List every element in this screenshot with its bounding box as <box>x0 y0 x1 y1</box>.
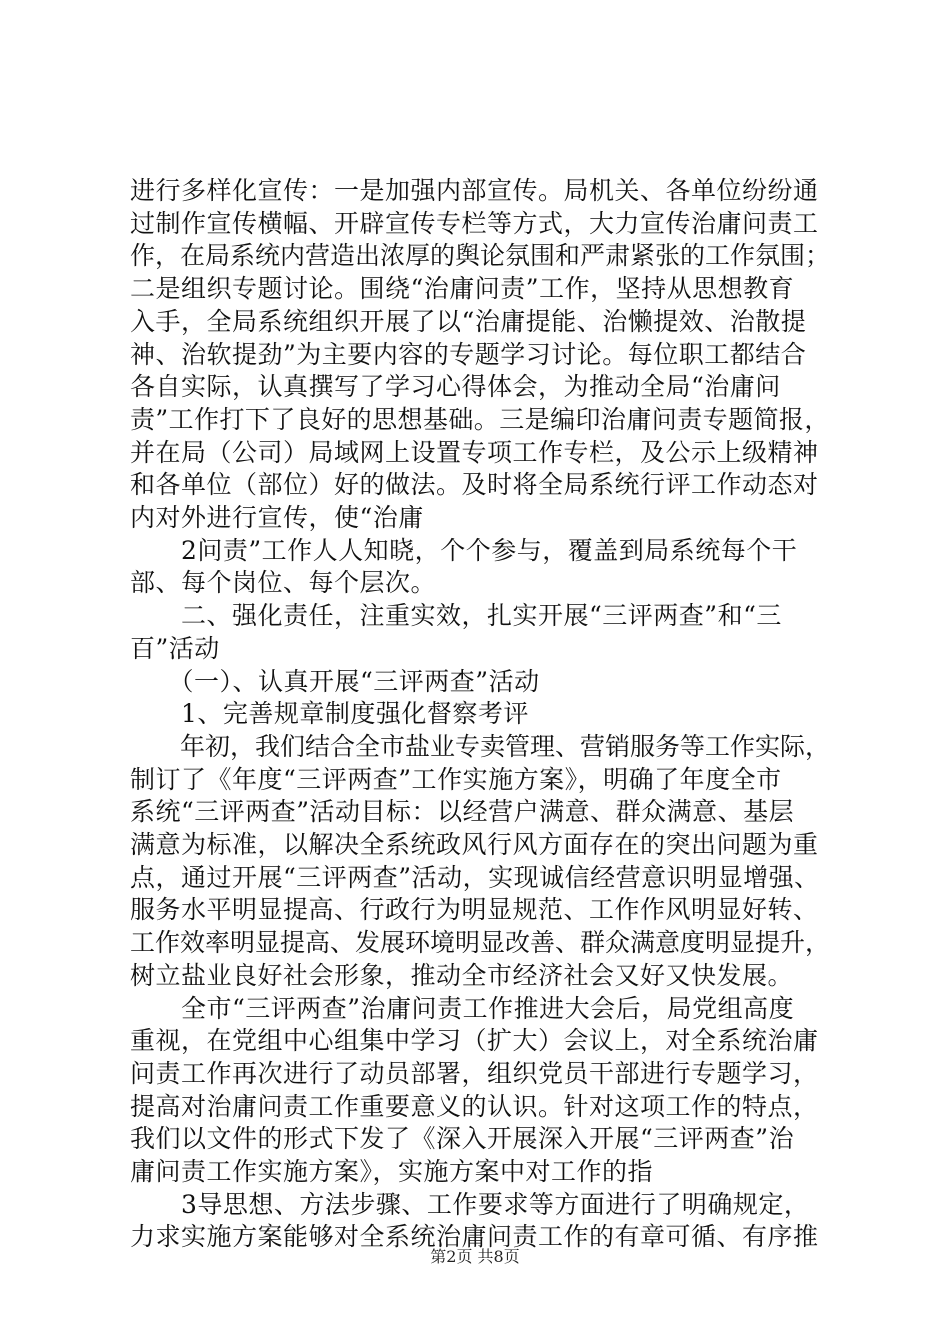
text-line: 点，通过开展“三评两查”活动，实现诚信经营意识明显增强、 <box>130 863 820 892</box>
text-line: 重视，在党组中心组集中学习（扩大）会议上，对全系统治庸 <box>130 1026 819 1055</box>
text-line: 服务水平明显提高、行政行为明显规范、工作作风明显好转、 <box>130 895 819 924</box>
page-footer: 第2页 共8页 <box>430 1247 520 1266</box>
text-line: 系统“三评两查”活动目标：以经营户满意、群众满意、基层 <box>130 797 795 826</box>
text-line: 入手，全局系统组织开展了以“治庸提能、治懒提效、治散提 <box>130 307 807 336</box>
text-line: 问责工作再次进行了动员部署，组织党员干部进行专题学习， <box>130 1059 819 1088</box>
text-line: 作，在局系统内营造出浓厚的舆论氛围和严肃紧张的工作氛围； <box>130 241 831 270</box>
text-line: 庸问责工作实施方案》，实施方案中对工作的指 <box>130 1157 654 1186</box>
text-line: 树立盐业良好社会形象，推动全市经济社会又好又快发展。 <box>130 961 794 990</box>
text-line: 我们以文件的形式下发了《深入开展深入开展“三评两查”治 <box>130 1124 795 1153</box>
text-line: 力求实施方案能够对全系统治庸问责工作的有章可循、有序推 <box>130 1222 819 1251</box>
text-line: 提高对治庸问责工作重要意义的认识。针对这项工作的特点， <box>130 1092 819 1121</box>
text-line: 全市“三评两查”治庸问责工作推进大会后，局党组高度 <box>130 994 795 1023</box>
text-line: 二是组织专题讨论。围绕“治庸问责”工作，坚持从思想教育 <box>130 274 795 303</box>
text-line: 过制作宣传横幅、开辟宣传专栏等方式，大力宣传治庸问责工 <box>130 209 819 238</box>
text-line: 满意为标准，以解决全系统政风行风方面存在的突出问题为重 <box>130 830 819 859</box>
text-line: 百”活动 <box>130 634 220 663</box>
text-line: 二、强化责任，注重实效，扎实开展“三评两查”和“三 <box>130 601 782 630</box>
text-line: 2问责”工作人人知晓，个个参与，覆盖到局系统每个干 <box>130 536 798 565</box>
text-line: 并在局（公司）局域网上设置专项工作专栏，及公示上级精神 <box>130 438 819 467</box>
text-line: 内对外进行宣传，使“治庸 <box>130 503 424 532</box>
text-line: 工作效率明显提高、发展环境明显改善、群众满意度明显提升， <box>130 928 831 957</box>
text-line: 和各单位（部位）好的做法。及时将全局系统行评工作动态对 <box>130 470 819 499</box>
text-line: （一）、认真开展“三评两查”活动 <box>130 667 540 696</box>
text-line: 3导思想、方法步骤、工作要求等方面进行了明确规定， <box>130 1190 810 1219</box>
text-line: 责”工作打下了良好的思想基础。三是编印治庸问责专题简报， <box>130 405 830 434</box>
text-line: 年初，我们结合全市盐业专卖管理、营销服务等工作实际， <box>130 732 831 761</box>
text-line: 1、完善规章制度强化督察考评 <box>130 699 529 728</box>
text-line: 神、治软提劲”为主要内容的专题学习讨论。每位职工都结合 <box>130 340 807 369</box>
text-line: 制订了《年度“三评两查”工作实施方案》，明确了年度全市 <box>130 765 782 794</box>
text-line: 进行多样化宣传：一是加强内部宣传。局机关、各单位纷纷通 <box>130 176 819 205</box>
text-line: 各自实际，认真撰写了学习心得体会，为推动全局“治庸问 <box>130 372 781 401</box>
text-line: 部、每个岗位、每个层次。 <box>130 568 437 597</box>
